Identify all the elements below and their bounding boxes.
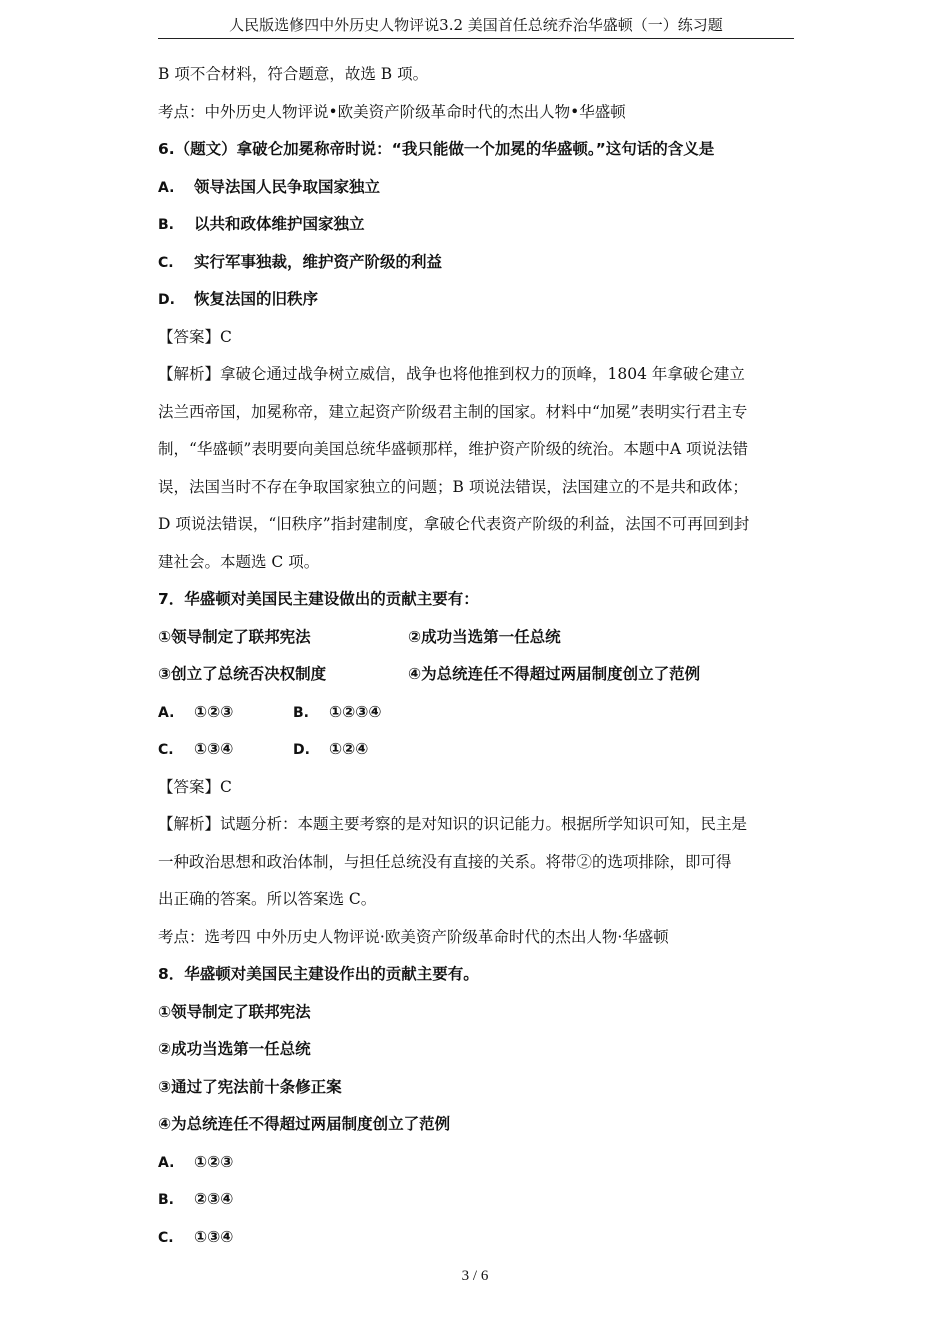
- option-label: B.: [158, 1192, 174, 1208]
- statement: ④为总统连任不得超过两届制度创立了范例: [408, 665, 701, 683]
- header-title: 人民版选修四中外历史人物评说3.2 美国首任总统乔治华盛顿（一）练习题: [229, 16, 723, 34]
- option-label: A.: [158, 179, 175, 196]
- document-body: [158, 56, 798, 1256]
- option-label: B.: [158, 217, 174, 233]
- question-6-option-a: [158, 169, 798, 207]
- answer-7: 【答案】C: [158, 777, 232, 796]
- explanation-line: 法兰西帝国，加冕称帝，建立起资产阶级君主制的国家。材料中“加冕”表明实行君主专: [158, 402, 748, 421]
- option-label: C.: [158, 1229, 174, 1246]
- explanation-line: 【解析】拿破仑通过战争树立威信，战争也将他推到权力的顶峰，1804 年拿破仑建立: [158, 365, 745, 383]
- option-label: D.: [293, 742, 310, 758]
- explanation-line: 制，“华盛顿”表明要向美国总统华盛顿那样，维护资产阶级的统治。本题中A 项说法错: [158, 440, 748, 458]
- page-number: 3 / 6: [461, 1268, 489, 1284]
- option-label: D.: [158, 292, 175, 308]
- option-text: ①③④: [194, 740, 234, 758]
- option-text: 以共和政体维护国家独立: [194, 215, 365, 233]
- answer-6: 【答案】C: [158, 327, 232, 346]
- page-header: [158, 14, 794, 39]
- question-7-options: [158, 694, 798, 732]
- question-8-option-c: [158, 1219, 798, 1257]
- question-7-options: [158, 731, 798, 769]
- explanation-line: 【解析】试题分析：本题主要考察的是对知识的识记能力。根据所学知识可知，民主是: [158, 815, 748, 833]
- explanation-line: 一种政治思想和政治体制，与担任总统没有直接的关系。将带②的选项排除，即可得: [158, 852, 732, 871]
- question-8-option-a: [158, 1144, 798, 1182]
- option-text: ①②③: [194, 1152, 234, 1171]
- question-8: 8．华盛顿对美国民主建设作出的贡献主要有。: [158, 965, 479, 983]
- question-6: 6.（题文）拿破仑加冕称帝时说：“我只能做一个加冕的华盛顿。”这句话的含义是: [158, 140, 715, 158]
- statement: ①领导制定了联邦宪法: [158, 1002, 311, 1021]
- question-7-statements: [158, 656, 798, 694]
- question-8-option-b: [158, 1181, 798, 1219]
- question-7: 7．华盛顿对美国民主建设做出的贡献主要有：: [158, 590, 479, 608]
- question-6-option-d: [158, 281, 798, 319]
- option-label: B.: [293, 704, 309, 721]
- option-label: C.: [158, 742, 174, 758]
- option-text: ①③④: [194, 1227, 234, 1246]
- statement: ②成功当选第一任总统: [158, 1040, 311, 1058]
- statement: ③通过了宪法前十条修正案: [158, 1077, 342, 1096]
- text-line: 考点：中外历史人物评说•欧美资产阶级革命时代的杰出人物•华盛顿: [158, 102, 626, 121]
- explanation-line: 误，法国当时不存在争取国家独立的问题；B 项说法错误，法国建立的不是共和政体；: [158, 477, 748, 496]
- option-label: A.: [158, 1154, 175, 1171]
- statement: ④为总统连任不得超过两届制度创立了范例: [158, 1115, 451, 1133]
- statement: ①领导制定了联邦宪法: [158, 627, 311, 646]
- knowledge-point: 考点：选考四 中外历史人物评说·欧美资产阶级革命时代的杰出人物·华盛顿: [158, 927, 669, 946]
- question-6-option-b: [158, 206, 798, 244]
- text-line: B 项不合材料，符合题意，故选 B 项。: [158, 65, 429, 83]
- option-text: ②③④: [194, 1190, 234, 1208]
- option-text: 恢复法国的旧秩序: [194, 290, 319, 308]
- option-text: 领导法国人民争取国家独立: [194, 177, 381, 196]
- statement: ②成功当选第一任总统: [408, 627, 561, 646]
- statement: ③创立了总统否决权制度: [158, 665, 327, 683]
- explanation-line: D 项说法错误，“旧秩序”指封建制度，拿破仑代表资产阶级的利益，法国不可再回到封: [158, 515, 750, 533]
- option-text: 实行军事独裁，维护资产阶级的利益: [194, 252, 443, 271]
- question-7-statements: [158, 619, 798, 657]
- option-label: A.: [158, 704, 175, 721]
- option-label: C.: [158, 254, 174, 271]
- option-text: ①②④: [329, 740, 369, 758]
- explanation-line: 建社会。本题选 C 项。: [158, 552, 320, 571]
- option-text: ①②③: [194, 702, 234, 721]
- explanation-line: 出正确的答案。所以答案选 C。: [158, 890, 377, 908]
- question-6-option-c: [158, 244, 798, 282]
- option-text: ①②③④: [329, 702, 382, 721]
